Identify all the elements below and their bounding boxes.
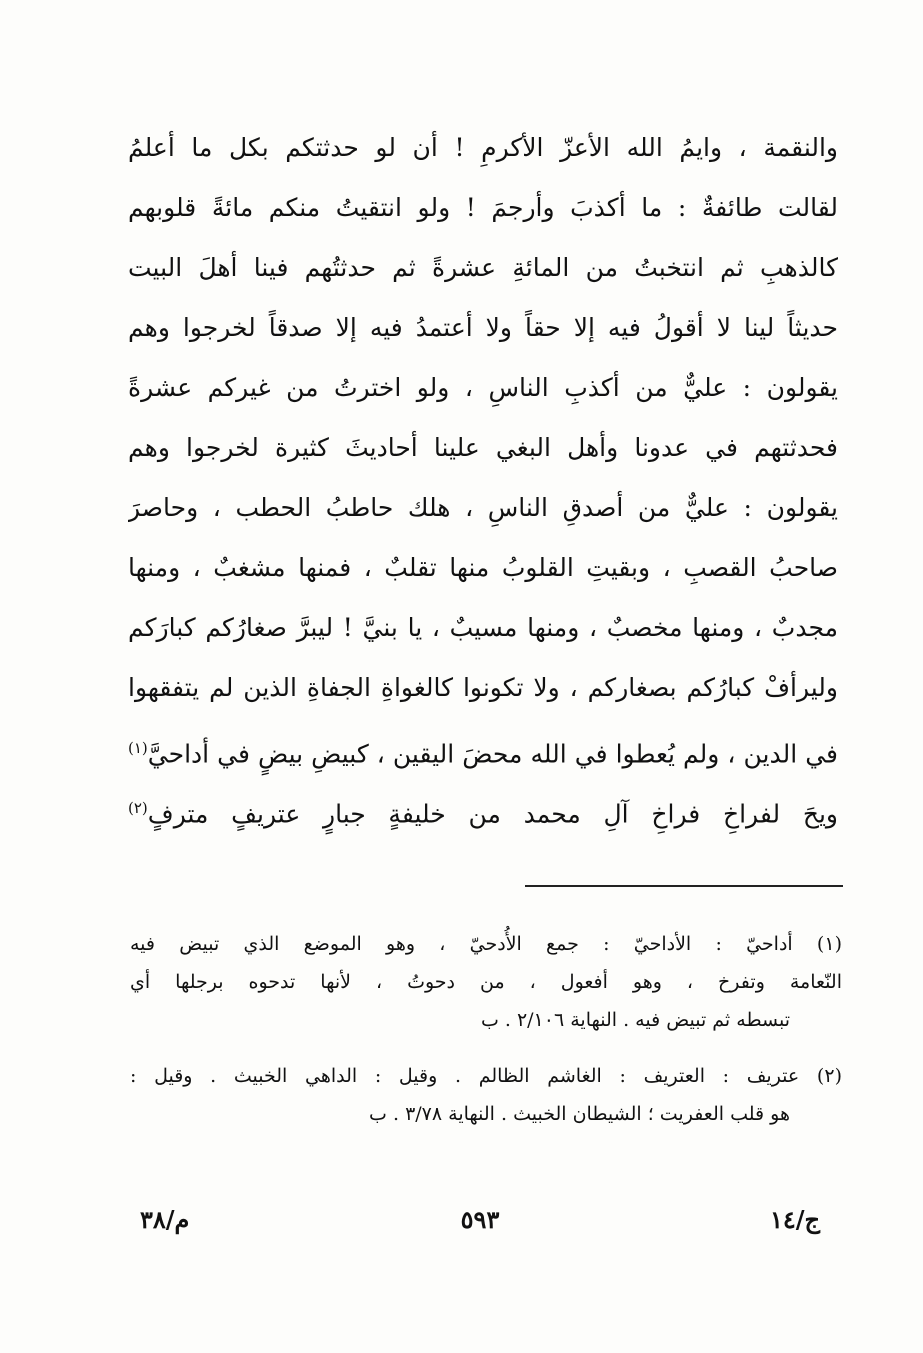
footnote-line: (١) أداحيّ : الأداحيّ : جمع الأُدحيّ ، وهو الموضع الذي تبيض فيه xyxy=(130,933,842,955)
footnote-line: النّعامة وتفرخ ، وهو أفعول ، من دحوتُ ، لأنها تدحوه برجلها أي xyxy=(130,971,842,993)
text-line: كالذهبِ ثم انتخبتُ من المائةِ عشرةً ثم حدثتُهم فينا أهلَ البيت xyxy=(128,253,838,282)
footnote-marker-2: (٢) xyxy=(128,799,148,817)
footnotes-block xyxy=(130,925,842,1151)
footnote-marker-1: (١) xyxy=(128,739,148,757)
text-line-with-note xyxy=(128,778,838,838)
text-line: حديثاً لينا لا أقولُ فيه إلا حقاً ولا أعتمدُ فيه إلا صدقاً لخرجوا وهم xyxy=(128,313,838,342)
footnote-1 xyxy=(130,925,842,1039)
footnote-line: (٢) عتريف : العتريف : الغاشم الظالم . وقيل : الداهي الخبيث . وقيل : xyxy=(130,1065,842,1087)
text-line-content: ويحَ لفراخِ فراخِ آلِ محمد من خليفةٍ جبارٍ عتريفٍ مترفٍ xyxy=(147,799,838,829)
page-number: ٥٩٣ xyxy=(460,1205,500,1234)
text-line: لقالت طائفةٌ : ما أكذبَ وأرجمَ ! ولو انتقيتُ منكم مائةً قلوبهم xyxy=(128,193,838,222)
footnote-line: هو قلب العفريت ؛ الشيطان الخبيث . النهاية ٣/٧٨ . ب xyxy=(369,1103,790,1125)
text-line: مجدبٌ ، ومنها مخصبٌ ، ومنها مسيبٌ ، يا بنيَّ ! ليبرَّ صغارُكم كبارَكم xyxy=(128,613,838,642)
main-text-block xyxy=(128,118,838,838)
text-line: يقولون : عليٌّ من أكذبِ الناسِ ، ولو اخترتُ من غيركم عشرةً xyxy=(128,373,838,402)
text-line: صاحبُ القصبِ ، وبقيتِ القلوبُ منها تقلبٌ ، فمنها مشغبٌ ، ومنها xyxy=(128,553,838,582)
text-line-content: في الدين ، ولم يُعطوا في الله محضَ اليقين ، كبيضِ بيضٍ في أداحيَّ xyxy=(147,739,838,769)
text-line-with-note xyxy=(128,718,838,778)
footnote-2 xyxy=(130,1057,842,1133)
text-line: والنقمة ، وايمُ الله الأعزّ الأكرمِ ! أن لو حدثتكم بكل ما أعلمُ xyxy=(128,133,838,162)
text-line: فحدثتهم في عدونا وأهل البغي علينا أحاديثَ كثيرة لخرجوا وهم xyxy=(128,433,838,462)
text-line: وليرأفْ كبارُكم بصغاركم ، ولا تكونوا كالغواةِ الجفاةِ الذين لم يتفقهوا xyxy=(128,673,838,702)
footnote-separator xyxy=(525,885,843,887)
text-line: يقولون : عليٌّ من أصدقِ الناسِ ، هلك حاطبُ الحطب ، وحاصرَ xyxy=(128,493,838,522)
manuscript-reference: م/٣٨ xyxy=(140,1205,190,1234)
page-footer xyxy=(140,1205,820,1245)
footnote-line: تبسطه ثم تبيض فيه . النهاية ٢/١٠٦ . ب xyxy=(480,1009,790,1031)
volume-reference: ج/١٤ xyxy=(769,1205,820,1234)
